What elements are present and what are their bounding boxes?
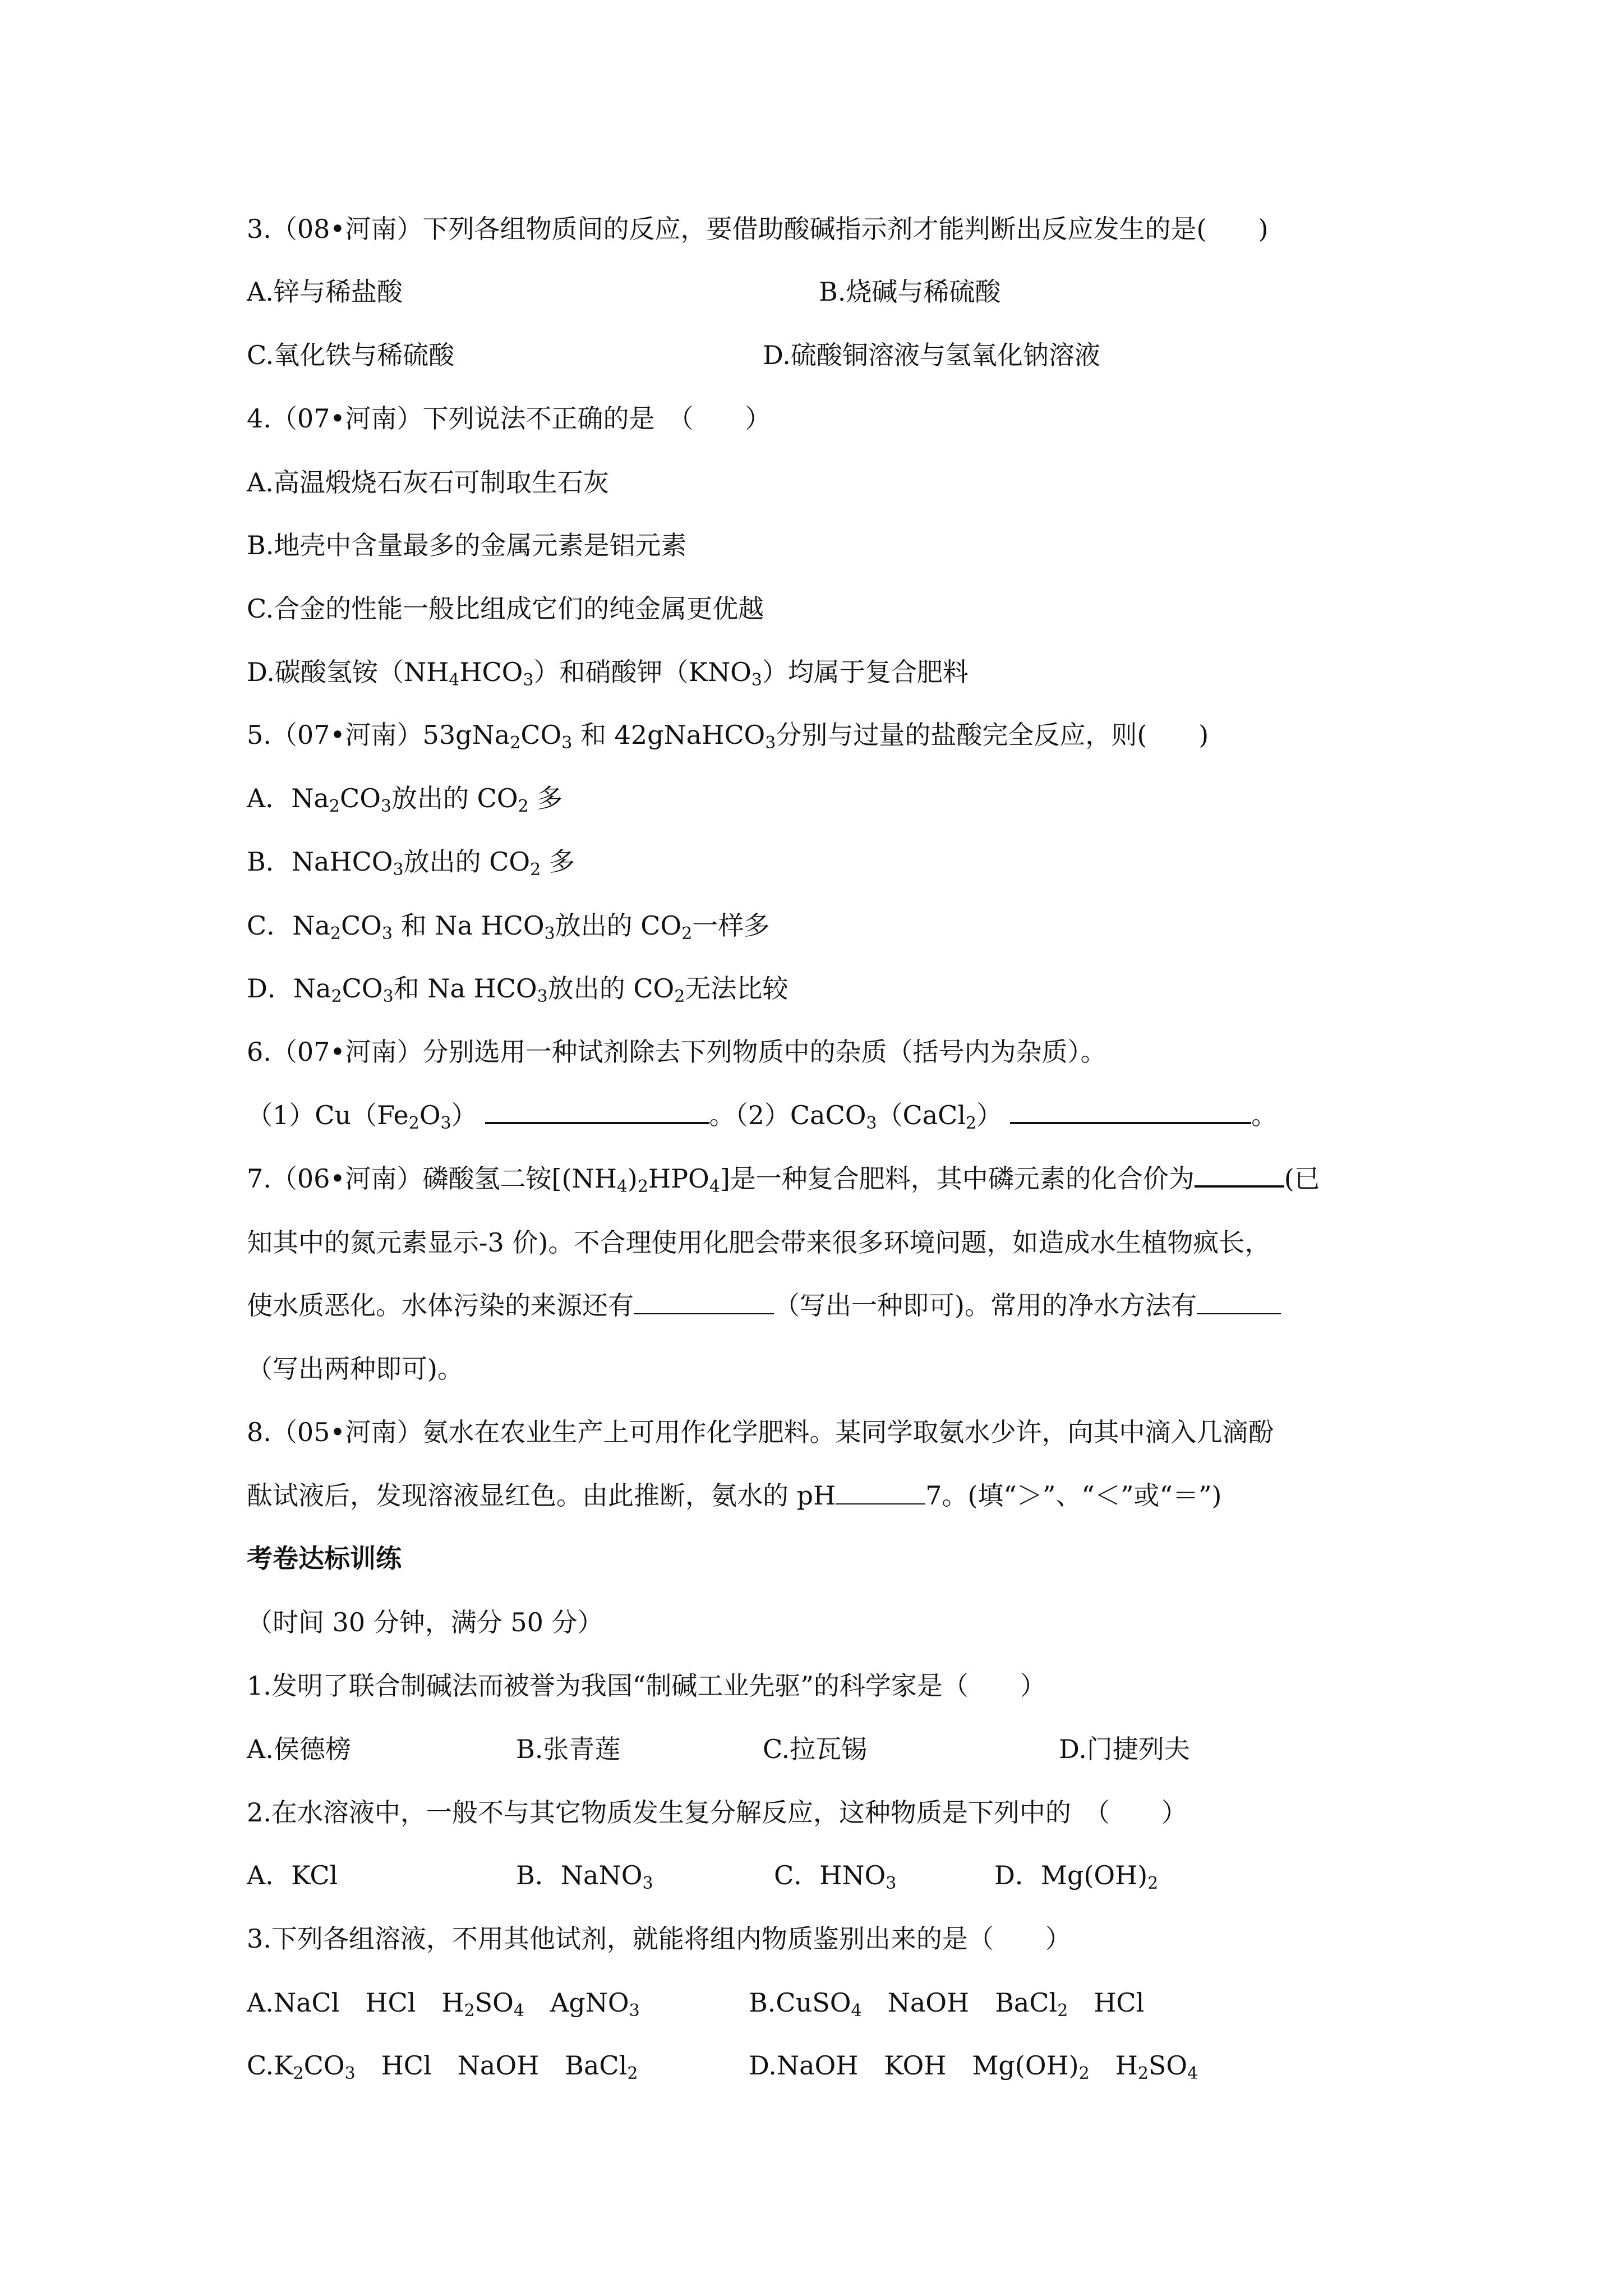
t3-option-c: $C.K_2CO_3$ HCl NaOH BaCl$_2$	[247, 2050, 638, 2083]
q4-07-option-d: D.碳酸氢铵$(NH_4HCO_3)$和硝酸钾$(KNO_3)$均属于复合肥料	[247, 657, 969, 690]
t2-option-a: A．KCl	[247, 1860, 338, 1890]
t1-option-a: A.侯德榜	[247, 1734, 351, 1764]
q4-07-option-a: A.高温煅烧石灰石可制取生石灰	[247, 467, 609, 498]
t2-option-c: C．$HNO_3$	[774, 1860, 897, 1893]
t2-option-b: B．NaNO$_3$	[516, 1860, 653, 1893]
q5-07-option-a: A．$Na_2CO_3$放出的 $CO_2$ 多	[247, 783, 563, 816]
t3-stem: 3.下列各组溶液，不用其他试剂，就能将组内物质鉴别出来的是（ ）	[247, 1924, 1071, 1954]
t1-option-d: D.门捷列夫	[1059, 1734, 1190, 1764]
section-note: （时间 30 分钟，满分 50 分）	[247, 1607, 603, 1637]
q7-answer-blank-3[interactable]	[1197, 1291, 1281, 1314]
q7-06-line4: （写出两种即可)。	[247, 1354, 463, 1384]
t1-option-c: C.拉瓦锡	[763, 1734, 868, 1764]
t1-option-b: B.张青莲	[516, 1734, 621, 1764]
q7-answer-blank-1[interactable]	[1195, 1163, 1284, 1188]
q3-08-option-a: A.锌与稀盐酸	[247, 277, 403, 307]
q3-08-options-row1	[247, 275, 1424, 309]
t3-option-d: D.NaOH KOH $Mg(OH)_2$ $H_2SO_4$	[749, 2050, 1198, 2083]
q3-08-stem: 3.（08•河南）下列各组物质间的反应，要借助酸碱指示剂才能判断出反应发生的是( )	[247, 214, 1269, 244]
t2-stem: 2.在水溶液中，一般不与其它物质发生复分解反应，这种物质是下列中的 （ ）	[247, 1797, 1187, 1828]
q6-answer-blank-1[interactable]	[485, 1099, 709, 1124]
t2-option-d: D．$Mg(OH)_2$	[994, 1860, 1159, 1893]
t3-option-b: B.CuSO$_4$ NaOH BaCl$_2$ HCl	[749, 1987, 1145, 2021]
q7-06-line1: 7.（06•河南）磷酸氢二铵$[(NH_4)_2HPO_4]$是一种复合肥料，其中磷元素的化合价为 (已	[247, 1163, 1320, 1197]
q5-07-stem: 5.（07•河南）$53gNa_2CO_3$ 和 42gNaHCO$_3$分别与过量的盐酸完全反应，则( )	[247, 720, 1209, 753]
t1-stem: 1.发明了联合制碱法而被誉为我国“制碱工业先驱”的科学家是（ ）	[247, 1671, 1046, 1701]
q7-06-line2: 知其中的氮元素显示-3 价)。不合理使用化肥会带来很多环境问题，如造成水生植物疯长，	[247, 1227, 1271, 1258]
q5-07-option-c: C．$Na_2CO_3$ 和 Na $HCO_3$放出的 $CO_2$一样多	[247, 910, 770, 944]
q3-08-option-d: D.硫酸铜溶液与氢氧化钠溶液	[763, 340, 1100, 370]
q6-07-stem: 6.（07•河南）分别选用一种试剂除去下列物质中的杂质（括号内为杂质）。	[247, 1037, 1106, 1067]
q7-06-line3: 使水质恶化。水体污染的来源还有 （写出一种即可)。常用的净水方法有	[247, 1289, 1281, 1322]
q3-08-options-row2	[247, 338, 1424, 372]
q3-08-option-b: B.烧碱与稀硫酸	[819, 277, 1001, 307]
q5-07-option-b: B．NaHCO$_3$放出的 $CO_2$ 多	[247, 846, 575, 880]
q4-07-option-b: B.地壳中含量最多的金属元素是铝元素	[247, 530, 687, 560]
q4-07-option-c: C.合金的性能一般比组成它们的纯金属更优越	[247, 593, 764, 624]
q8-05-line1: 8.（05•河南）氨水在农业生产上可用作化学肥料。某同学取氨水少许，向其中滴入几滴酚	[247, 1417, 1274, 1447]
q8-answer-blank[interactable]	[836, 1481, 925, 1504]
q6-07-parts: $(1)Cu(Fe_2O_3)$ 。（2）CaCO$_3$（CaCl$_2$） 。	[247, 1100, 1278, 1133]
q5-07-option-d: D．$Na_2CO_3$和 Na $HCO_3$放出的 $CO_2$无法比较	[247, 973, 789, 1006]
q3-08-option-c: C.氧化铁与稀硫酸	[247, 340, 455, 370]
q7-answer-blank-2[interactable]	[634, 1291, 774, 1314]
q4-07-stem: 4.（07•河南）下列说法不正确的是 （ ）	[247, 403, 771, 434]
section-title: 考卷达标训练	[247, 1543, 402, 1573]
t3-option-a: A.NaCl HCl $H_2SO_4$ AgNO$_3$	[247, 1987, 640, 2021]
q6-answer-blank-2[interactable]	[1010, 1099, 1251, 1124]
q8-05-line2: 酞试液后，发现溶液显红色。由此推断，氨水的 pH 7。(填“＞”、“＜”或“＝”)	[247, 1480, 1222, 1511]
